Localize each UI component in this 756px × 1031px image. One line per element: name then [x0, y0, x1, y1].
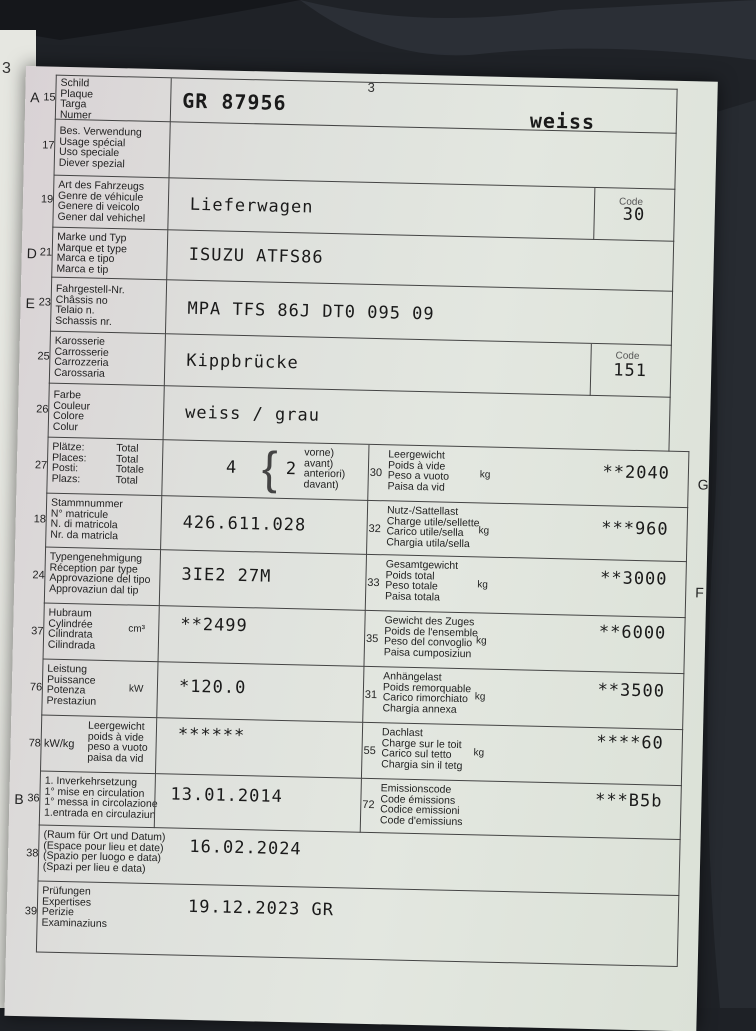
row-vehicle-type: 19 Art des Fahrzeugs Genre de véhicule Genere di veicolo Gener dal vehichel Lieferwagen Code 30 — [52, 175, 675, 242]
inspections-labels: Prüfungen Expertises Perizie Examinaziuns — [41, 884, 108, 930]
seats-total-labels: Total Total Totale Total — [115, 442, 145, 487]
row-power-weight: 78 kW/kg Leergewicht poids à vide peso a vuoto paisa da vid ****** 55 Dachlast Charge sur le toit Carico sul tetto Chargia sin il tetg kg ****60 — [40, 715, 683, 787]
row-seats: 27 Plätze: Places: Posti: Plazs: Total Total Totale Total 4 { 2 vorne) avant) anteriori) davant) 30 Leergewicht Poids à vide Peso a vuoto Paisa da vid kg **2040 G — [46, 437, 689, 509]
row-make: D 21 Marke und Typ Marque et type Marca e tipo Marca e tip ISUZU ATFS86 — [51, 227, 674, 292]
previous-page-number: 3 — [2, 60, 11, 77]
vehicle-registration-document — [4, 66, 717, 1031]
row-power: 76 Leistung Puissance Potenza Prestaziun kW *120.0 31 Anhängelast Poids remorquable Carico rimorchiato Chargia annexa kg **3500 — [41, 659, 684, 731]
power-weight-value: ****** — [177, 724, 246, 747]
plate-value: GR 87956 — [181, 88, 287, 115]
special-use-labels: Bes. Verwendung Usage spécial Uso speciale Diever spezial — [58, 124, 142, 170]
page-number: 3 — [367, 79, 376, 95]
row-colour: 26 Farbe Couleur Colore Colur weiss / grau — [48, 383, 671, 452]
displacement-labels: Hubraum Cylindrée Cilindrata Cilindrada — [47, 606, 96, 652]
roof-load-labels: Dachlast Charge sur le toit Carico sul tetto Chargia sin il tetg — [381, 726, 463, 772]
power-weight-labels: Leergewicht poids à vide peso a vuoto paisa da vid — [87, 719, 148, 765]
place-date-value: 16.02.2024 — [189, 836, 302, 860]
total-weight-value: **3000 — [599, 568, 668, 590]
power-labels: Leistung Puissance Potenza Prestaziun — [46, 662, 97, 708]
row-place-date: 38 (Raum für Ort und Datum) (Espace pour lieu et date) (Spazio per luogo e data) (Spazi per lieu e data) 16.02.2024 — [38, 824, 681, 896]
body-code: 151 — [613, 360, 648, 382]
power-value: *120.0 — [178, 676, 247, 699]
first-registration-labels: 1. Inverkehrsetzung 1° mise en circulation 1° messa in circolazione 1.entrada en circulaziun — [43, 774, 158, 821]
row-chassis: E 23 Fahrgestell-Nr. Châssis no Telaio n. Schassis nr. MPA TFS 86J DT0 095 09 — [50, 277, 673, 346]
matriculation-value: 426.611.028 — [182, 512, 307, 536]
row-type-approval: 24 Typengenehmigung Réception par type Approvazione del tipo Approvaziun dal tip 3IE2 27M 33 Gesamtgewicht Poids total Peso totale Paisa totala kg **3000 F — [44, 547, 687, 619]
seats-labels: Plätze: Places: Posti: Plazs: — [51, 440, 87, 485]
vehicle-type-labels: Art des Fahrzeugs Genre de véhicule Genere di veicolo Gener dal vehichel — [57, 178, 146, 225]
trailer-load-value: **3500 — [597, 680, 666, 702]
row-special-use: 17 Bes. Verwendung Usage spécial Uso speciale Diever spezial — [54, 119, 677, 190]
row-matriculation: 18 Stammnummer N° matricule N. di matricola Nr. da matricla 426.611.028 32 Nutz-/Sattellast Charge utile/sellette Carico utile/sella Chargia utila/sella kg ***960 — [45, 493, 688, 563]
chassis-value: MPA TFS 86J DT0 095 09 — [187, 298, 435, 325]
type-approval-value: 3IE2 27M — [181, 564, 272, 587]
inspections-value: 19.12.2023 GR — [187, 896, 335, 921]
seats-front-labels: vorne) avant) anteriori) davant) — [303, 446, 346, 491]
empty-weight-value: **2040 — [602, 462, 671, 484]
field-number: 15 — [43, 91, 56, 104]
seats-total-value: 4 — [225, 457, 238, 478]
train-weight-labels: Gewicht des Zuges Poids de l'ensemble Peso del convoglio Paisa cumposiziun — [383, 614, 479, 660]
brace: { — [261, 441, 278, 494]
displacement-value: **2499 — [180, 614, 248, 637]
emission-code-labels: Emissionscode Code émissions Codice emissioni Code d'emissiuns — [379, 782, 463, 828]
type-approval-labels: Typengenehmigung Réception par type Approvazione del tipo Approvaziun dal tip — [49, 550, 151, 597]
row-displacement: 37 Hubraum Cylindrée Cilindrata Cilindrada cm³ **2499 35 Gewicht des Zuges Poids de l'ensemble Peso del convoglio Paisa cumposiziun kg **6000 — [43, 603, 686, 675]
matriculation-labels: Stammnummer N° matricule N. di matricola Nr. da matricla — [50, 496, 123, 542]
emission-code-value: ***B5b — [594, 790, 663, 812]
payload-value: ***960 — [601, 518, 669, 540]
plate-labels: Schild Plaque Targa Numer — [59, 76, 94, 121]
seats-front-value: 2 — [285, 459, 298, 480]
first-registration-value: 13.01.2014 — [170, 784, 284, 808]
payload-labels: Nutz-/Sattellast Charge utile/sellette Carico utile/sella Chargia utila/sella — [386, 504, 480, 550]
row-inspections: 39 Prüfungen Expertises Perizie Examinaziuns 19.12.2023 GR — [36, 880, 679, 967]
make-labels: Marke und Typ Marque et type Marca e tipo Marca e tip — [56, 230, 128, 276]
colour-value: weiss / grau — [184, 402, 321, 426]
plate-color-value: weiss — [529, 108, 596, 134]
chassis-labels: Fahrgestell-Nr. Châssis no Telaio n. Schassis nr. — [55, 282, 125, 328]
roof-load-value: ****60 — [596, 732, 665, 754]
vehicle-type-code: 30 — [622, 204, 646, 226]
total-weight-labels: Gesamtgewicht Poids total Peso totale Paisa totala — [384, 558, 459, 604]
empty-weight-labels: Leergewicht Poids à vide Peso a vuoto Paisa da vid — [387, 448, 450, 494]
place-date-labels: (Raum für Ort und Datum) (Espace pour lieu et date) (Spazio per luogo e data) (Spazi per lieu e data) — [42, 828, 166, 875]
body-labels: Karosserie Carrosserie Carrozzeria Carossaria — [53, 334, 109, 380]
vehicle-type-value: Lieferwagen — [189, 194, 314, 218]
row-body: 25 Karosserie Carrosserie Carrozzeria Carossaria Kippbrücke Code 151 — [49, 331, 672, 398]
trailer-load-labels: Anhängelast Poids remorquable Carico rimorchiato Chargia annexa — [382, 670, 472, 716]
side-mark-a: A — [30, 89, 40, 106]
body-value: Kippbrücke — [186, 350, 299, 374]
vehicle-type-code-box: Code 30 — [593, 188, 675, 242]
body-code-box: Code 151 — [590, 344, 672, 398]
colour-labels: Farbe Couleur Colore Colur — [52, 388, 91, 433]
train-weight-value: **6000 — [598, 622, 667, 644]
make-value: ISUZU ATFS86 — [188, 244, 324, 268]
row-first-registration: B 36 1. Inverkehrsetzung 1° mise en circulation 1° messa in circolazione 1.entrada en circulaziun 13.01.2014 72 Emissionscode Code émissions Codice emissioni Code d'emissiuns ***B5b — [39, 770, 682, 840]
